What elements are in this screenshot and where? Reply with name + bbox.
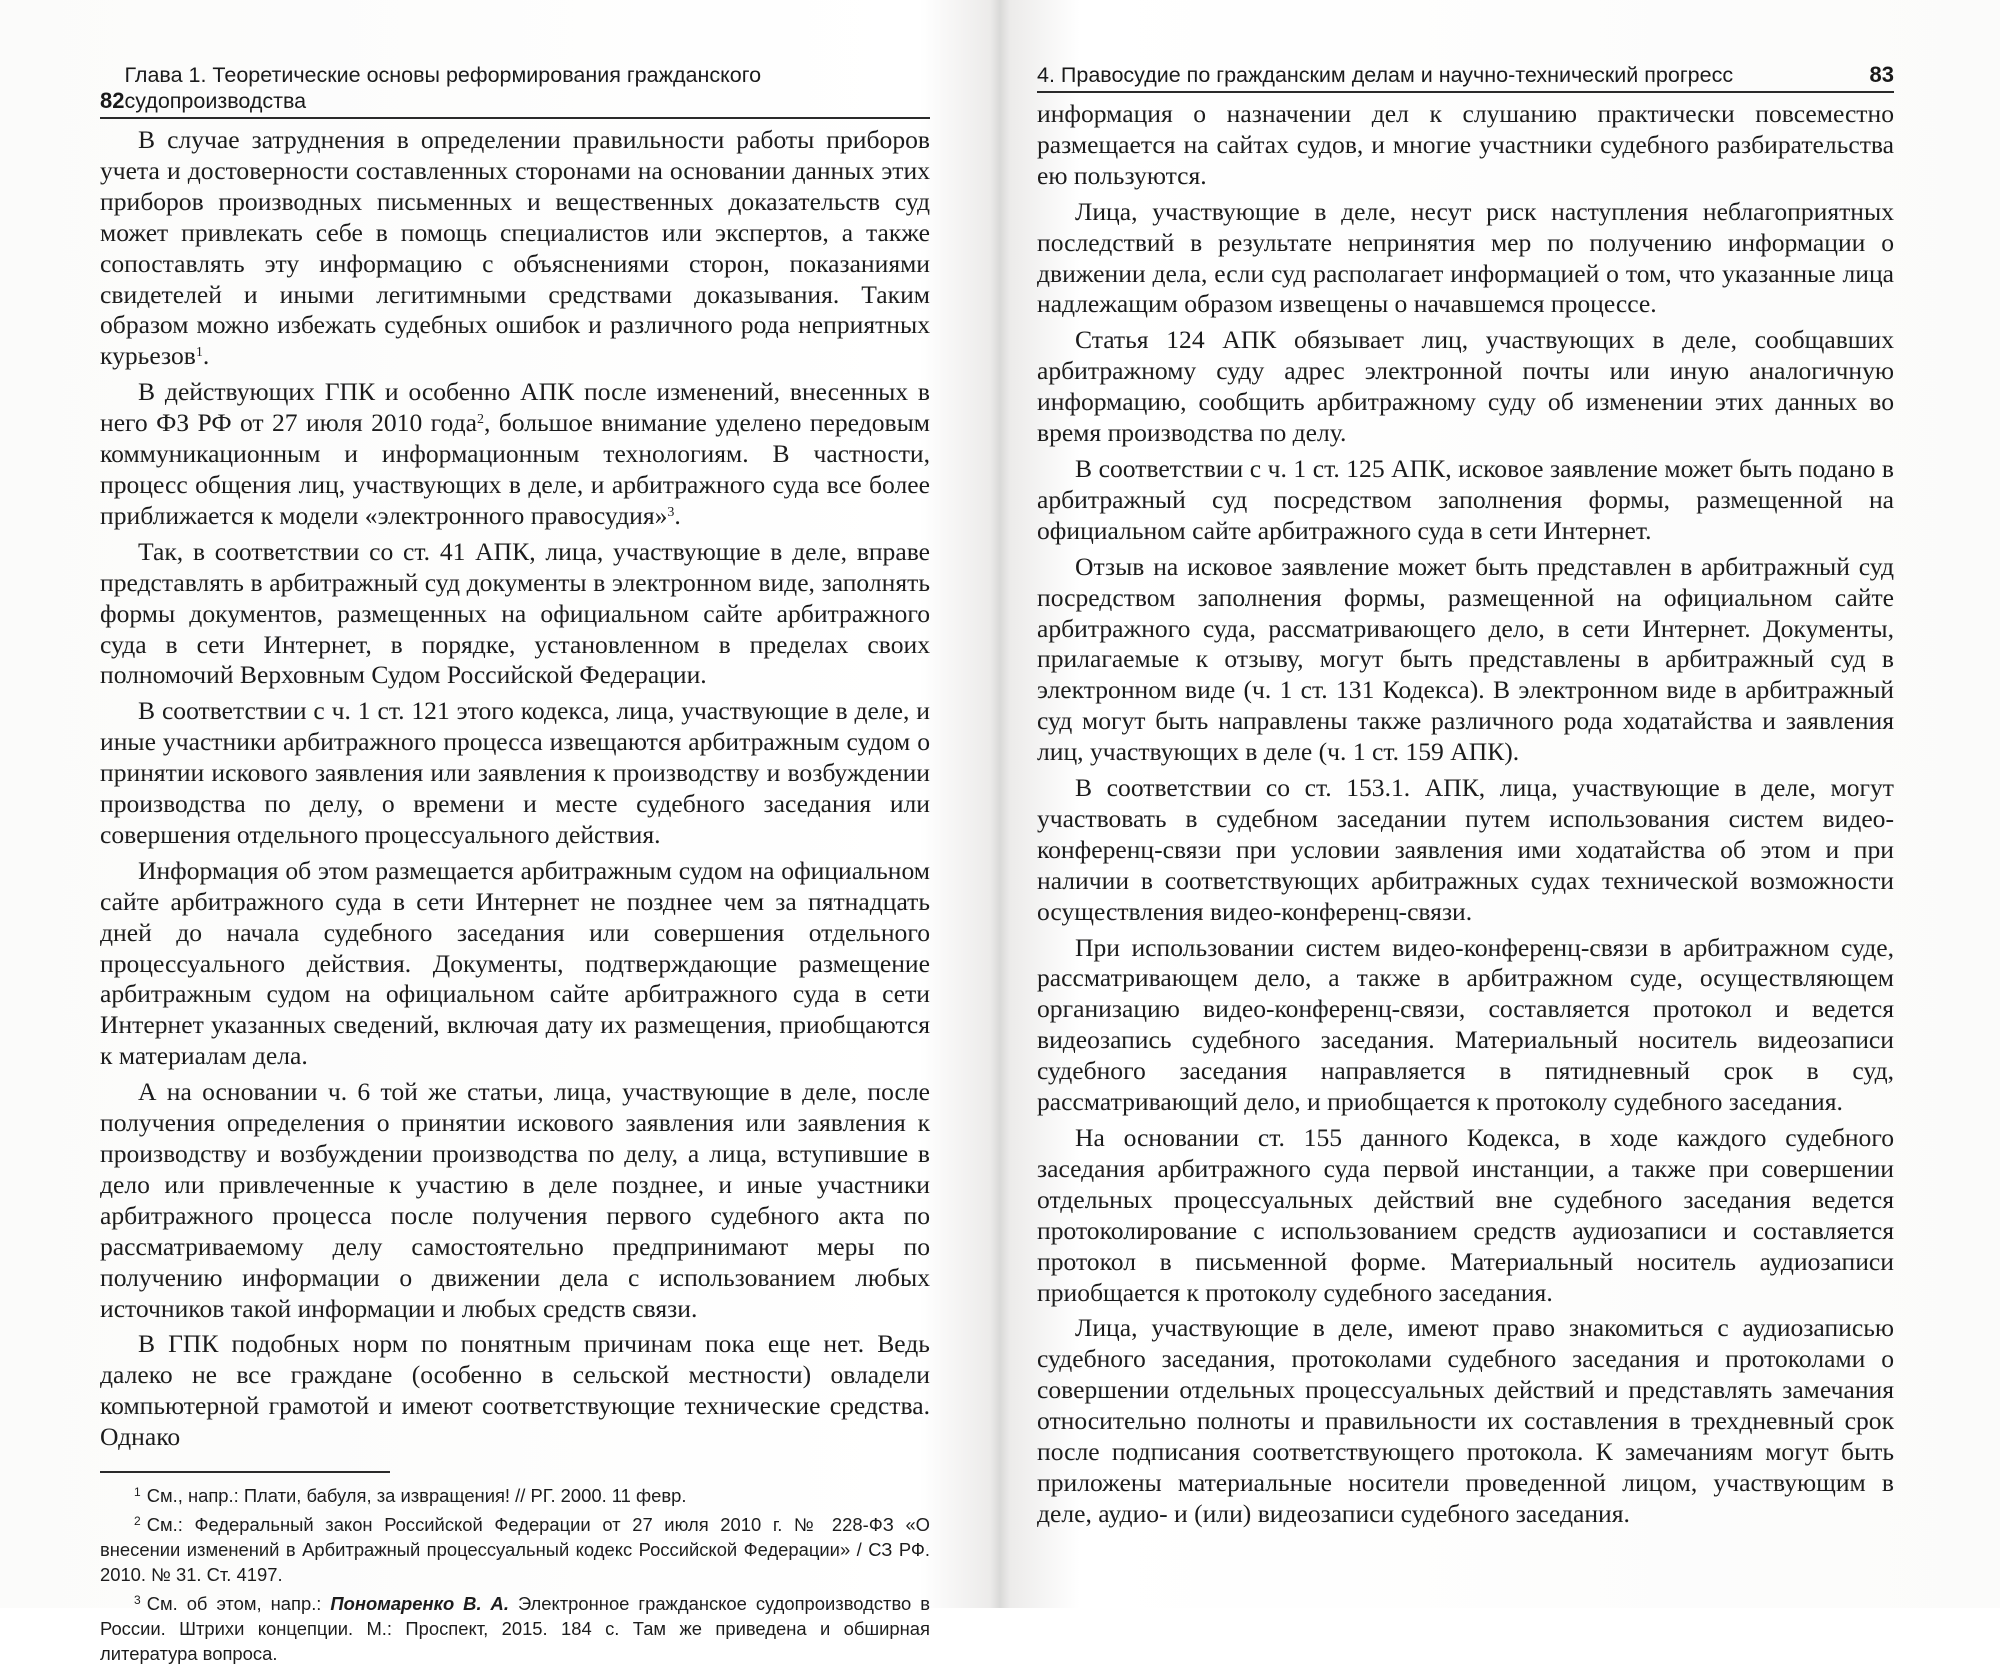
right-page-number: 83	[1869, 62, 1894, 87]
right-page	[1037, 62, 1894, 1535]
left-running-head	[100, 62, 930, 119]
paragraph: В соответствии со ст. 153.1. АПК, лица, участвующие в деле, могут участвовать в судебном заседании путем использования систем видео-конференц-связи при условии заявления ими ходатайства об этом и при наличии в соответствующих арбитражных судах технической возможности осуществления видео-конференц-связи.	[1037, 773, 1894, 926]
footnote: $^3$ См. об этом, напр.: Пономаренко В. А. Электронное гражданское судопроизводство в России. Штрихи концепции. М.: Проспект, 2015. 184 с. Там же приведена и обширная литература вопроса.	[100, 1593, 931, 1665]
paragraph: В ГПК подобных норм по понятным причинам пока еще нет. Ведь далеко не все граждане (особенно в сельской местности) овладели компьютерной грамотой и имеют соответствующие технические средства. Однако	[100, 1329, 930, 1452]
paragraph: В действующих ГПК и особенно АПК после изменений, внесенных в него ФЗ РФ от 27 июля 2010 года$^2$, большое внимание уделено передовым коммуникационным и информационным технологиям. В частности, процесс общения лиц, участвующих в деле, и арбитражного суда все более приближается к модели «электронного правосудия»$^3$.	[100, 377, 930, 530]
paragraph: Так, в соответствии со ст. 41 АПК, лица, участвующие в деле, вправе представлять в арбитражный суд документы в электронном виде, заполнять формы документов, размещенных на официальном сайте арбитражного суда в сети Интернет, в порядке, установленном в пределах своих полномочий Верховным Судом Российской Федерации.	[100, 536, 930, 690]
paragraph: А на основании ч. 6 той же статьи, лица, участвующие в деле, после получения определения о принятии искового заявления или заявления к производству и возбуждении производства по делу, а лица, вступившие в дело или привлеченные к участию в деле позднее, и иные участники арбитражного процесса после получения первого судебного акта по рассматриваемому делу самостоятельно предпринимают меры по получению информации о движении дела с использованием любых источников такой информации и любых средств связи.	[100, 1077, 930, 1323]
paragraph: При использовании систем видео-конференц-связи в арбитражном суде, рассматривающем дело, а также в арбитражном суде, осуществляющем организацию видео-конференц-связи, составляется протокол и ведется видеозапись судебного заседания. Материальный носитель видеозаписи судебного заседания направляется в пятидневный срок в суд, рассматривающий дело, и приобщается к протоколу судебного заседания.	[1037, 932, 1894, 1117]
paragraph: В случае затруднения в определении правильности работы приборов учета и достоверности составленных сторонами на основании данных этих приборов производных письменных и вещественных доказательств суд может привлекать себе в помощь специалистов или экспертов, а также сопоставлять эту информацию с объяснениями сторон, показаниями свидетелей и иными легитимными средствами доказывания. Таким образом можно избежать судебных ошибок и различного рода неприятных курьезов$^1$.	[100, 125, 930, 371]
paragraph: На основании ст. 155 данного Кодекса, в ходе каждого судебного заседания арбитражного суда первой инстанции, а также при совершении отдельных процессуальных действий вне судебного заседания ведется протоколирование с использованием средств аудиозаписи и составляется протокол в письменной форме. Материальный носитель аудиозаписи приобщается к протоколу судебного заседания.	[1037, 1123, 1894, 1307]
paragraph: информация о назначении дел к слушанию практически повсеместно размещается на сайтах судов, и многие участники судебного разбирательства ею пользуются.	[1037, 99, 1894, 190]
footnote-divider	[100, 1471, 390, 1473]
left-chapter-title: Глава 1. Теоретические основы реформирования гражданского судопроизводства	[124, 63, 762, 113]
paragraph: В соответствии с ч. 1 ст. 125 АПК, исковое заявление может быть подано в арбитражный суд посредством заполнения формы, размещенной на официальном сайте арбитражного суда в сети Интернет.	[1037, 453, 1894, 545]
right-body-text	[1037, 99, 1894, 1530]
right-section-title: 4. Правосудие по гражданским делам и научно-технический прогресс	[1037, 63, 1734, 87]
footnote-ref: 3	[667, 504, 675, 520]
paragraph: Статья 124 АПК обязывает лиц, участвующих в деле, сообщавших арбитражному суду адрес электронной почты или иную аналогичную информацию, сообщить арбитражному суду об изменении этих данных во время производства по делу.	[1037, 325, 1894, 448]
paragraph: Лица, участвующие в деле, несут риск наступления неблагоприятных последствий в результате непринятия мер по получению информации о движении дела, если суд располагает информацией о том, что указанные лица надлежащим образом извещены о начавшемся процессе.	[1037, 196, 1894, 319]
paragraph: Лица, участвующие в деле, имеют право знакомиться с аудиозаписью судебного заседания, протоколами судебного заседания и протоколами о совершении отдельных процессуальных действий и представлять замечания относительно полноты и правильности их составления в трехдневный срок после подписания соответствующего протокола. К замечаниям могут быть приложены материальные носители проведенной лицом, участвующим в деле, аудио- и (или) видеозаписи судебного заседания.	[1037, 1313, 1894, 1528]
footnote-ref: 2	[476, 412, 484, 428]
left-page-number: 82	[100, 88, 125, 113]
paragraph: В соответствии с ч. 1 ст. 121 этого кодекса, лица, участвующие в деле, и иные участники арбитражного процесса извещаются арбитражным судом о принятии искового заявления или заявления к производству и возбуждении производства по делу, о времени и месте судебного заседания или совершения отдельного процессуального действия.	[100, 696, 930, 849]
paragraph: Отзыв на исковое заявление может быть представлен в арбитражный суд посредством заполнения формы, размещенной на официальном сайте арбитражного суда, рассматривающего дело, в сети Интернет. Документы, прилагаемые к отзыву, могут быть представлены в арбитражный суд в электронном виде (ч. 1 ст. 131 Кодекса). В электронном виде в арбитражный суд могут быть направлены также различного рода ходатайства и заявления лиц, участвующих в деле (ч. 1 ст. 159 АПК).	[1037, 551, 1894, 767]
left-page	[100, 62, 930, 1670]
author-name: Пономаренко В. А.	[330, 1593, 509, 1615]
footnotes	[100, 1483, 930, 1666]
left-body-text	[100, 125, 930, 1453]
right-running-head	[1037, 62, 1894, 93]
footnote-ref: 1	[195, 345, 203, 361]
footnote: $^2$ См.: Федеральный закон Российской Федерации от 27 июля 2010 г. № 228-ФЗ «О внесении изменений в Арбитражный процессуальный кодекс Российской Федерации» / СЗ РФ. 2010. № 31. Ст. 4197.	[100, 1514, 930, 1586]
footnote: $^1$ См., напр.: Плати, бабуля, за извращения! // РГ. 2000. 11 февр.	[134, 1485, 687, 1507]
paragraph: Информация об этом размещается арбитражным судом на официальном сайте арбитражного суда в сети Интернет не позднее чем за пятнадцать дней до начала судебного заседания или совершения отдельного процессуального действия. Документы, подтверждающие размещение арбитражным судом на официальном сайте арбитражного суда в сети Интернет указанных сведений, включая дату их размещения, приобщаются к материалам дела.	[100, 855, 930, 1071]
